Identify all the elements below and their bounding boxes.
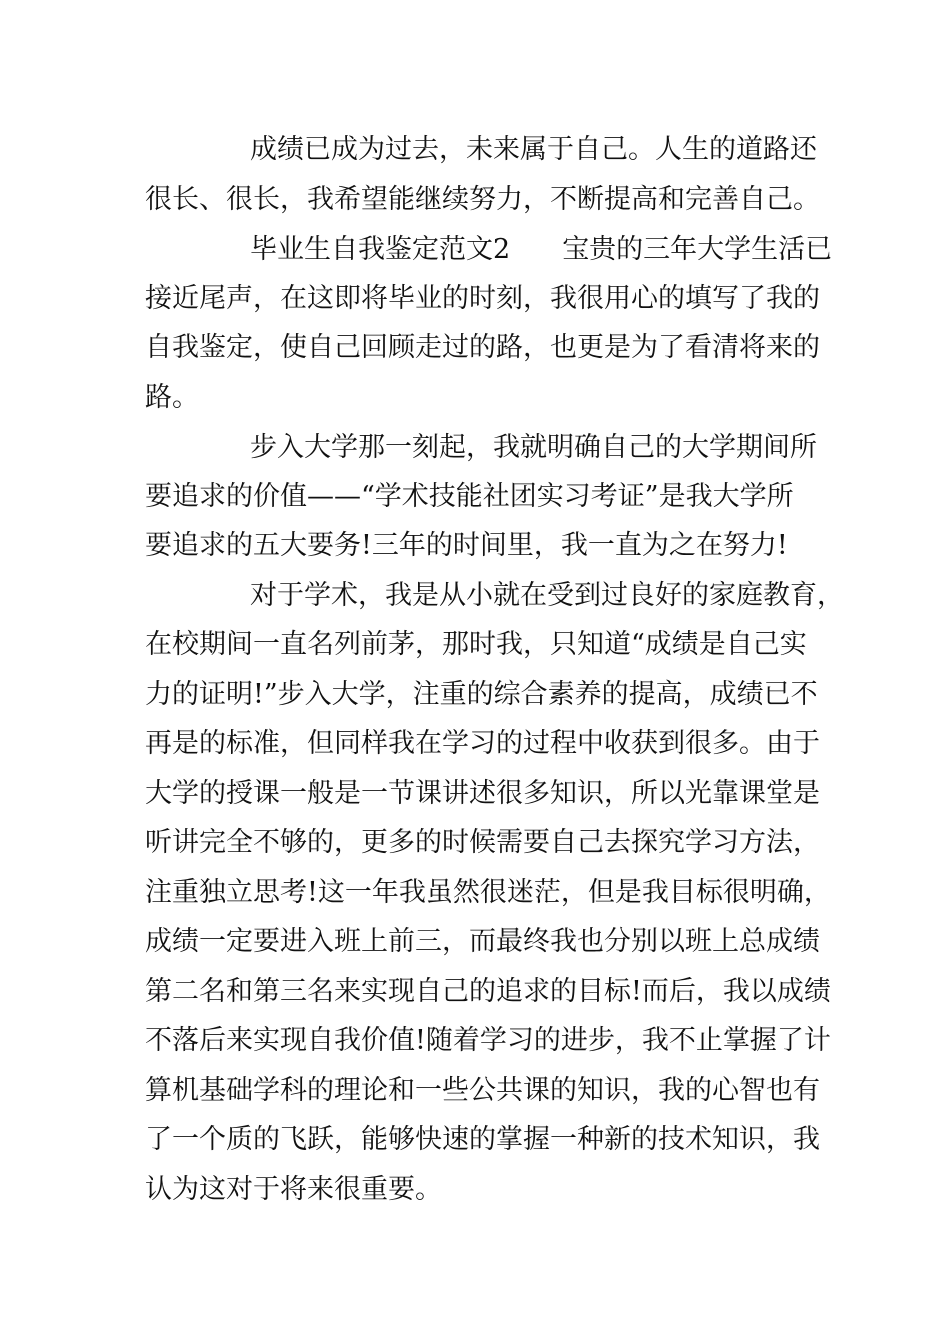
paragraph-start: 宝贵的三年大学生活已 <box>562 234 833 265</box>
section-heading: 毕业生自我鉴定范文2 <box>250 234 511 265</box>
paragraph-line: 成绩已成为过去，未来属于自己。人生的道路还 <box>250 134 817 165</box>
paragraph-line: 成绩一定要进入班上前三，而最终我也分别以班上总成绩 <box>145 926 820 957</box>
paragraph-line: 再是的标准，但同样我在学习的过程中收获到很多。由于 <box>145 728 820 759</box>
section-heading-line <box>250 230 920 270</box>
paragraph-line: 对于学术，我是从小就在受到过良好的家庭教育， <box>250 580 844 611</box>
paragraph-line: 第二名和第三名来实现自己的追求的目标!而后，我以成绩 <box>145 976 831 1007</box>
paragraph-line: 认为这对于将来很重要。 <box>145 1174 442 1205</box>
paragraph-line: 力的证明!”步入大学，注重的综合素养的提高，成绩已不 <box>145 679 818 710</box>
paragraph-line: 在校期间一直名列前茅，那时我，只知道“成绩是自己实 <box>145 629 807 660</box>
paragraph-line: 不落后来实现自我价值!随着学习的进步，我不止掌握了计 <box>145 1025 831 1056</box>
paragraph-line: 自我鉴定，使自己回顾走过的路，也更是为了看清将来的 <box>145 332 820 363</box>
paragraph-line: 大学的授课一般是一节课讲述很多知识，所以光靠课堂是 <box>145 778 820 809</box>
paragraph-line: 接近尾声，在这即将毕业的时刻，我很用心的填写了我的 <box>145 283 820 314</box>
paragraph-line: 听讲完全不够的，更多的时候需要自己去探究学习方法， <box>145 827 820 858</box>
paragraph-line: 很长、很长，我希望能继续努力，不断提高和完善自己。 <box>145 184 820 215</box>
paragraph-line: 了一个质的飞跃，能够快速的掌握一种新的技术知识，我 <box>145 1124 820 1155</box>
paragraph-line: 路。 <box>145 382 199 413</box>
paragraph-line: 要追求的五大要务!三年的时间里，我一直为之在努力! <box>145 530 788 561</box>
paragraph-line: 算机基础学科的理论和一些公共课的知识，我的心智也有 <box>145 1075 820 1106</box>
paragraph-line: 注重独立思考!这一年我虽然很迷茫，但是我目标很明确， <box>145 877 831 908</box>
paragraph-line: 要追求的价值——“学术技能社团实习考证”是我大学所 <box>145 481 794 512</box>
paragraph-line: 步入大学那一刻起，我就明确自己的大学期间所 <box>250 432 817 463</box>
